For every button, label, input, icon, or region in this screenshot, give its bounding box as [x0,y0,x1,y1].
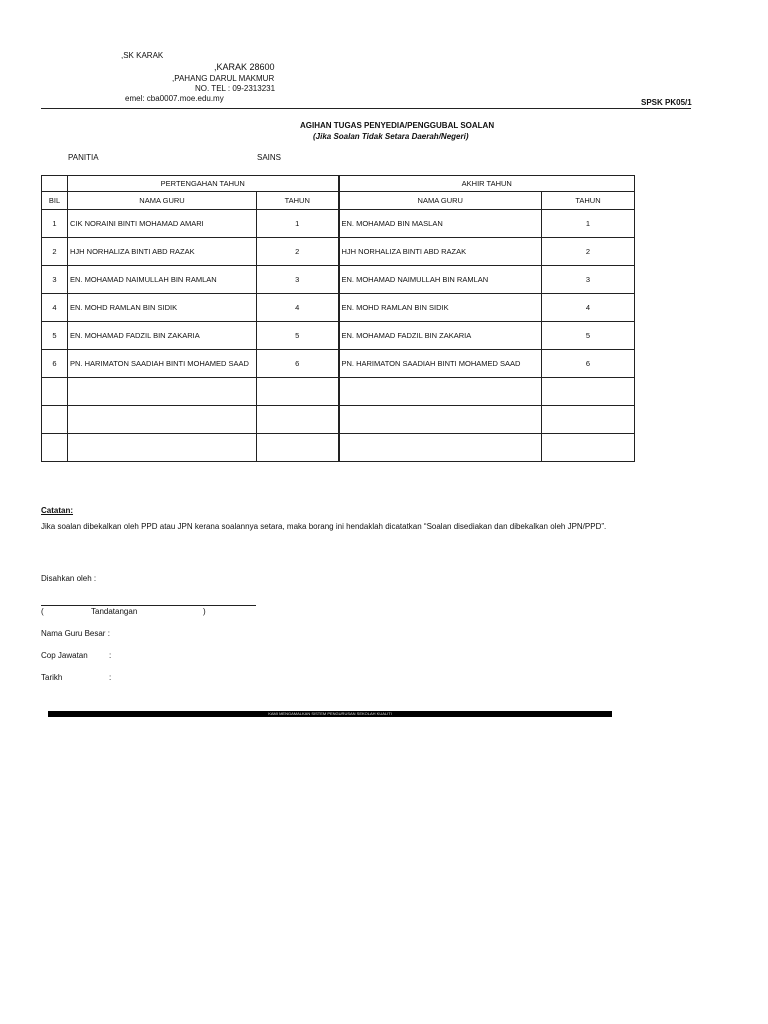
table-row [42,294,635,322]
header-divider [41,108,691,109]
row-tahun-end-year [542,378,635,406]
row-bil: 6 [42,350,68,378]
notes-label: Catatan: [41,506,74,515]
date-colon: : [109,673,112,682]
col-nama-guru-2: NAMA GURU [339,192,542,210]
footer-motto-bar: KAMI MENGAMALKAN SISTEM PENGURUSAN SEKOLAH KUALITI [48,711,612,717]
row-guru-end-year: EN. MOHAMAD BIN MASLAN [339,210,542,238]
school-name: ,SK KARAK [121,51,164,60]
row-guru-mid-year: EN. MOHAMAD FADZIL BIN ZAKARIA [68,322,257,350]
section-mid-year: PERTENGAHAN TAHUN [68,176,339,192]
page-title: AGIHAN TUGAS PENYEDIA/PENGGUBAL SOALAN [300,121,495,130]
signature-label: Tandatangan [91,607,138,616]
row-guru-mid-year: EN. MOHD RAMLAN BIN SIDIK [68,294,257,322]
row-guru-mid-year: PN. HARIMATON SAADIAH BINTI MOHAMED SAAD [68,350,257,378]
row-guru-mid-year: CIK NORAINI BINTI MOHAMAD AMARI [68,210,257,238]
approved-by-label: Disahkan oleh : [41,574,97,583]
col-tahun-2: TAHUN [542,192,635,210]
row-guru-end-year [339,434,542,462]
signature-close-paren: ) [203,607,206,616]
row-tahun-end-year: 6 [542,350,635,378]
row-tahun-mid-year: 5 [257,322,339,350]
row-tahun-mid-year: 1 [257,210,339,238]
blank-header-cell [42,176,68,192]
row-tahun-end-year: 4 [542,294,635,322]
table-row [42,266,635,294]
row-tahun-end-year: 1 [542,210,635,238]
panitia-value: SAINS [257,153,282,162]
row-guru-end-year: HJH NORHALIZA BINTI ABD RAZAK [339,238,542,266]
school-email: emel: cba0007.moe.edu.my [125,94,224,103]
stamp-label: Cop Jawatan [41,651,88,660]
notes-text: Jika soalan dibekalkan oleh PPD atau JPN kerana soalannya setara, maka borang ini hendaklah dicatatkan “Soalan disediakan dan dibekalkan oleh JPN/PPD”. [41,522,607,531]
col-tahun-1: TAHUN [257,192,339,210]
row-guru-mid-year [68,406,257,434]
row-guru-mid-year: HJH NORHALIZA BINTI ABD RAZAK [68,238,257,266]
row-bil: 4 [42,294,68,322]
school-tel: NO. TEL : 09-2313231 [195,84,276,93]
assignment-table [41,175,635,462]
table-row [42,378,635,406]
row-guru-end-year: EN. MOHD RAMLAN BIN SIDIK [339,294,542,322]
date-label: Tarikh [41,673,63,682]
table-row [42,406,635,434]
row-guru-end-year [339,406,542,434]
row-tahun-mid-year [257,406,339,434]
row-tahun-end-year: 3 [542,266,635,294]
row-guru-end-year: EN. MOHAMAD NAIMULLAH BIN RAMLAN [339,266,542,294]
school-town: ,KARAK 28600 [214,62,275,72]
row-tahun-mid-year: 4 [257,294,339,322]
form-code: SPSK PK05/1 [641,98,692,107]
row-bil [42,378,68,406]
row-tahun-mid-year: 3 [257,266,339,294]
table-row [42,350,635,378]
row-bil: 2 [42,238,68,266]
row-bil: 5 [42,322,68,350]
row-guru-mid-year [68,378,257,406]
row-guru-end-year: EN. MOHAMAD FADZIL BIN ZAKARIA [339,322,542,350]
row-bil [42,406,68,434]
table-row [42,434,635,462]
row-tahun-end-year: 2 [542,238,635,266]
signature-line[interactable] [41,605,256,606]
row-bil: 1 [42,210,68,238]
row-tahun-mid-year [257,434,339,462]
page-subtitle: (Jika Soalan Tidak Setara Daerah/Negeri) [313,132,469,141]
row-guru-mid-year [68,434,257,462]
row-guru-mid-year: EN. MOHAMAD NAIMULLAH BIN RAMLAN [68,266,257,294]
section-end-year: AKHIR TAHUN [339,176,635,192]
col-nama-guru-1: NAMA GURU [68,192,257,210]
row-tahun-mid-year: 6 [257,350,339,378]
table-row [42,322,635,350]
signature-open-paren: ( [41,607,44,616]
row-guru-end-year [339,378,542,406]
stamp-colon: : [109,651,112,660]
table-column-header [42,192,635,210]
row-guru-end-year: PN. HARIMATON SAADIAH BINTI MOHAMED SAAD [339,350,542,378]
table-row [42,238,635,266]
row-tahun-mid-year [257,378,339,406]
table-row [42,210,635,238]
row-tahun-end-year [542,406,635,434]
row-bil [42,434,68,462]
row-tahun-mid-year: 2 [257,238,339,266]
headmaster-name-label: Nama Guru Besar : [41,629,110,638]
table-section-header [42,176,635,192]
col-bil: BIL [42,192,68,210]
school-state: ,PAHANG DARUL MAKMUR [172,74,275,83]
row-tahun-end-year [542,434,635,462]
row-bil: 3 [42,266,68,294]
row-tahun-end-year: 5 [542,322,635,350]
panitia-label: PANITIA [68,153,99,162]
